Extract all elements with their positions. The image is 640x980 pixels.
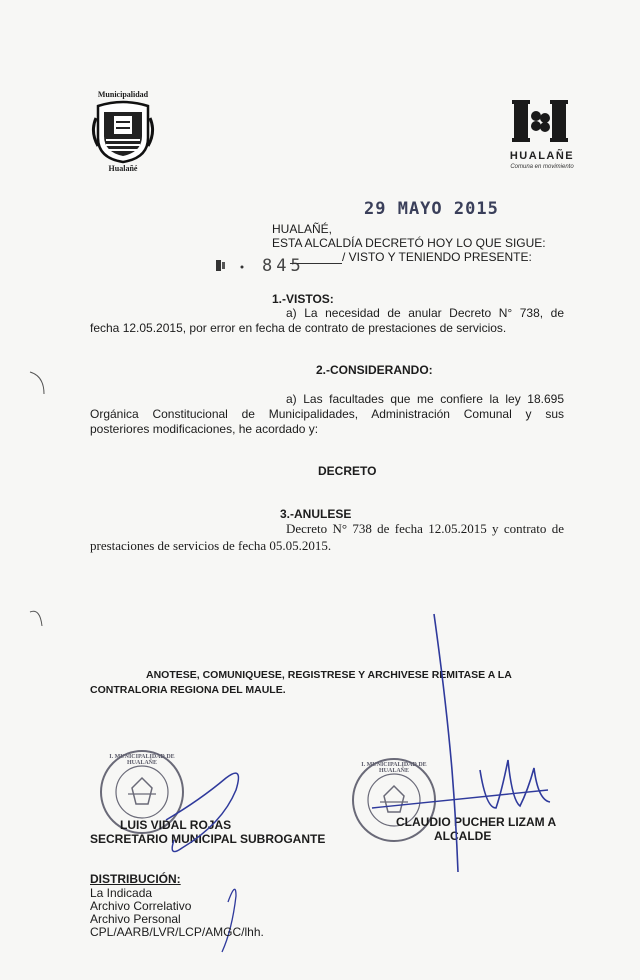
decree-number-underline — [290, 263, 342, 264]
decree-number: 845 — [262, 256, 305, 276]
date-stamp: 29 MAYO 2015 — [364, 199, 499, 219]
stamp-mark-icon — [216, 257, 246, 273]
anulese-heading: 3.-ANULESE — [280, 507, 352, 521]
mayor-seal — [350, 756, 438, 844]
mayor-seal-text: I. MUNICIPALIDAD DE HUALAÑE — [361, 762, 427, 774]
scan-mark-2 — [30, 611, 42, 626]
visto-text: VISTO Y TENIENDO PRESENTE: — [348, 250, 532, 264]
mayor-signature-loops — [480, 760, 550, 808]
distribution-item: La Indicada — [90, 886, 153, 900]
distribution-item: Archivo Personal — [90, 912, 181, 926]
hualane-brand-logo — [508, 98, 576, 178]
municipality-seal-logo — [88, 90, 158, 180]
vistos-line-2: fecha 12.05.2015, por error en fecha de contrato de prestaciones de servicios. — [90, 321, 507, 335]
seal-bottom-label: Hualañé — [108, 164, 138, 173]
distribution-heading: DISTRIBUCIÓN: — [90, 872, 181, 886]
anulese-line-2: prestaciones de servicios de fecha 05.05.2015. — [90, 538, 332, 553]
city-line: HUALAÑÉ, — [272, 222, 333, 236]
coat-of-arms-icon — [94, 102, 152, 164]
secretary-title: SECRETARIO MUNICIPAL SUBROGANTE — [90, 832, 326, 846]
secretary-seal-text: I. MUNICIPALIDAD DE HUALAÑE — [109, 754, 175, 766]
vistos-heading: 1.-VISTOS: — [272, 292, 334, 306]
considerando-heading: 2.-CONSIDERANDO: — [316, 363, 433, 377]
visto-line — [342, 250, 532, 265]
brand-name: HUALAÑE — [509, 150, 575, 162]
scan-mark-1 — [30, 372, 44, 394]
distribution-initials-stroke — [222, 889, 236, 952]
visto-slash: / — [342, 250, 349, 264]
seal-top-label: Municipalidad — [97, 90, 149, 99]
secretary-name: LUIS VIDAL ROJAS — [120, 818, 232, 832]
considerando-line-2: Orgánica Constitucional de Municipalidades, Administración Comunal y sus — [90, 407, 564, 421]
distribution-item: CPL/AARB/LVR/LCP/AMGC/lhh. — [90, 925, 264, 939]
h-letter-icon — [512, 98, 568, 144]
mayor-name: CLAUDIO PUCHER LIZAM A — [396, 815, 557, 829]
decreto-heading: DECRETO — [318, 464, 377, 478]
mayor-title: ALCALDE — [434, 829, 492, 843]
decree-intro: ESTA ALCALDÍA DECRETÓ HOY LO QUE SIGUE: — [272, 236, 546, 250]
stamp-mark — [216, 257, 246, 273]
considerando-line-3: posteriores modificaciones, he acordado y: — [90, 422, 319, 436]
considerando-line-1: a) Las facultades que me confiere la ley 18.695 — [286, 392, 564, 406]
brand-tagline: Comuna en movimiento — [510, 164, 574, 170]
distribution-item: Archivo Correlativo — [90, 899, 192, 913]
closing-line-1: ANOTESE, COMUNIQUESE, REGISTRESE Y ARCHIVESE REMITASE A LA — [146, 669, 512, 681]
closing-line-2: CONTRALORIA REGIONA DEL MAULE. — [90, 684, 286, 696]
anulese-line-1: Decreto N° 738 de fecha 12.05.2015 y contrato de — [286, 521, 564, 536]
vistos-line-1: a) La necesidad de anular Decreto N° 738, de — [286, 306, 564, 320]
